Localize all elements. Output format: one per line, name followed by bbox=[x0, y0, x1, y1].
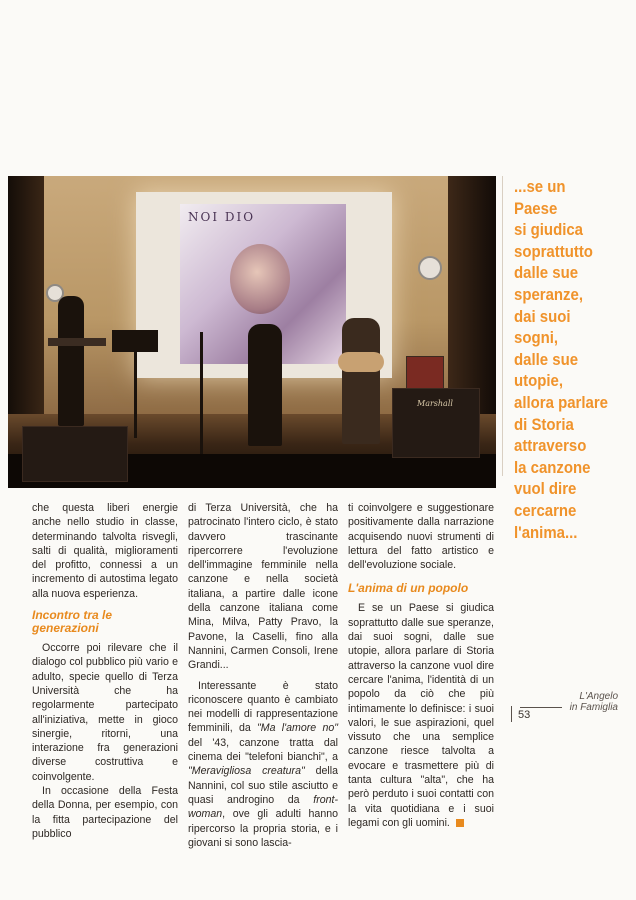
paragraph bbox=[348, 601, 494, 830]
paragraph-text: della Nannini, col suo stile asciutto e quasi androgino da bbox=[188, 765, 338, 806]
guitarist-center bbox=[248, 324, 282, 446]
text-column-2 bbox=[188, 501, 338, 850]
magazine-rule bbox=[520, 707, 562, 708]
paragraph-text: del '43, canzone tratta dal cinema dei "telefoni bianchi", a bbox=[188, 736, 338, 764]
paragraph: di Terza Università, che ha patrocinato l'intero ciclo, è stato davvero trascinante ripercorrere l'evoluzione dell'immagine femminile nella canzone e nella società italiana, a partire dalle icone della canzone italiana come Mina, Milva, Patty Pravo, la Pavone, la Caselli, fino alla Nannini, Carmen Consoli, Irene Grandi... bbox=[188, 502, 338, 672]
amp-brand-label: Marshall bbox=[417, 399, 453, 408]
text-column-1 bbox=[32, 501, 178, 841]
concert-photo bbox=[8, 176, 496, 488]
paragraph: ti coinvolgere e suggestionare positivamente dalla narrazione acquisendo nuovi strumenti di lettura del fatto artistico e dell'evoluzione sociale. bbox=[348, 502, 494, 572]
monitor-speaker bbox=[22, 426, 128, 482]
small-amplifier bbox=[406, 356, 444, 392]
magazine-name-line2: in Famiglia bbox=[569, 701, 618, 713]
pull-quote: ...se un Paese si giudica soprattutto dalle sue speranze, dai suoi sogni, dalle sue utopie, allora parlare di Storia attraverso la canzone vuol dire cercarne l'anima... bbox=[514, 177, 608, 542]
text-column-3 bbox=[348, 501, 494, 830]
song-title: "Ma l'amore no" bbox=[257, 722, 338, 735]
paragraph: In occasione della Festa della Donna, per esempio, con la fitta partecipazione del pubblico bbox=[32, 785, 178, 840]
keyboard bbox=[48, 338, 106, 346]
page-number: 53 bbox=[518, 709, 531, 721]
section-heading: L'anima di un popolo bbox=[348, 581, 469, 596]
marshall-amplifier bbox=[392, 388, 480, 458]
paragraph: Occorre poi rilevare che il dialogo col pubblico più vario e adulto, specie quello di Terza Università che ha regolarmente partecipato all'iniziativa, mette in gioco sinergie, ritorni, una interazione fra generazioni diverse costruttiva e coinvolgente. bbox=[32, 642, 178, 783]
microphone-stand bbox=[200, 332, 203, 454]
paragraph-text: Interessante è stato riconoscere quanto è cambiato nei modelli di rappresentazione femminili, da bbox=[188, 679, 338, 735]
music-stand bbox=[112, 330, 158, 352]
guitarist-right bbox=[342, 318, 380, 444]
magazine-name bbox=[526, 692, 618, 713]
poster-title: NOI DIO bbox=[188, 210, 256, 224]
keyboard-player bbox=[58, 296, 84, 426]
section-heading: Incontro tra le generazioni bbox=[32, 608, 113, 636]
page-number-bar bbox=[511, 706, 512, 722]
magazine-name-line1: L'Angelo bbox=[579, 691, 618, 702]
song-title: "Meravigliosa creatura" bbox=[188, 765, 305, 778]
paragraph-text: , ove gli adulti hanno ripercorso la propria storia, e i giovani si sono lascia- bbox=[188, 808, 338, 849]
paragraph-text: E se un Paese si giudica soprattutto dalle sue speranze, dai suoi sogni, dalle sue utopie, allora parlare di Storia attraverso la canzone vuol dire cercare l'anima, l'identità di un popolo da ciò che più intimamente lo definisce: i suoi valori, le sue aspirazioni, quel vissuto che una semplice canzone riesce talvolta a evocare e trasmettere più di tanta cultura "alta", che ha però perduto i suoi contatti con la vita quotidiana e i suoi legami con gli uomini. bbox=[348, 602, 494, 829]
guitar-right bbox=[338, 352, 384, 372]
paragraph bbox=[188, 679, 338, 851]
music-stand-pole bbox=[134, 352, 137, 438]
emphasis-term: front-woman bbox=[188, 793, 338, 821]
end-mark-icon bbox=[456, 819, 464, 827]
wall-fan-icon bbox=[418, 256, 442, 280]
poster-face bbox=[230, 244, 290, 314]
paragraph: che questa liberi energie anche nello studio in classe, determinando talvolta risvegli, salti di qualità, miglioramenti del profitto, connessi a un incremento di autostima legato alla nuova esperienza. bbox=[32, 502, 178, 600]
quote-divider bbox=[502, 176, 503, 476]
